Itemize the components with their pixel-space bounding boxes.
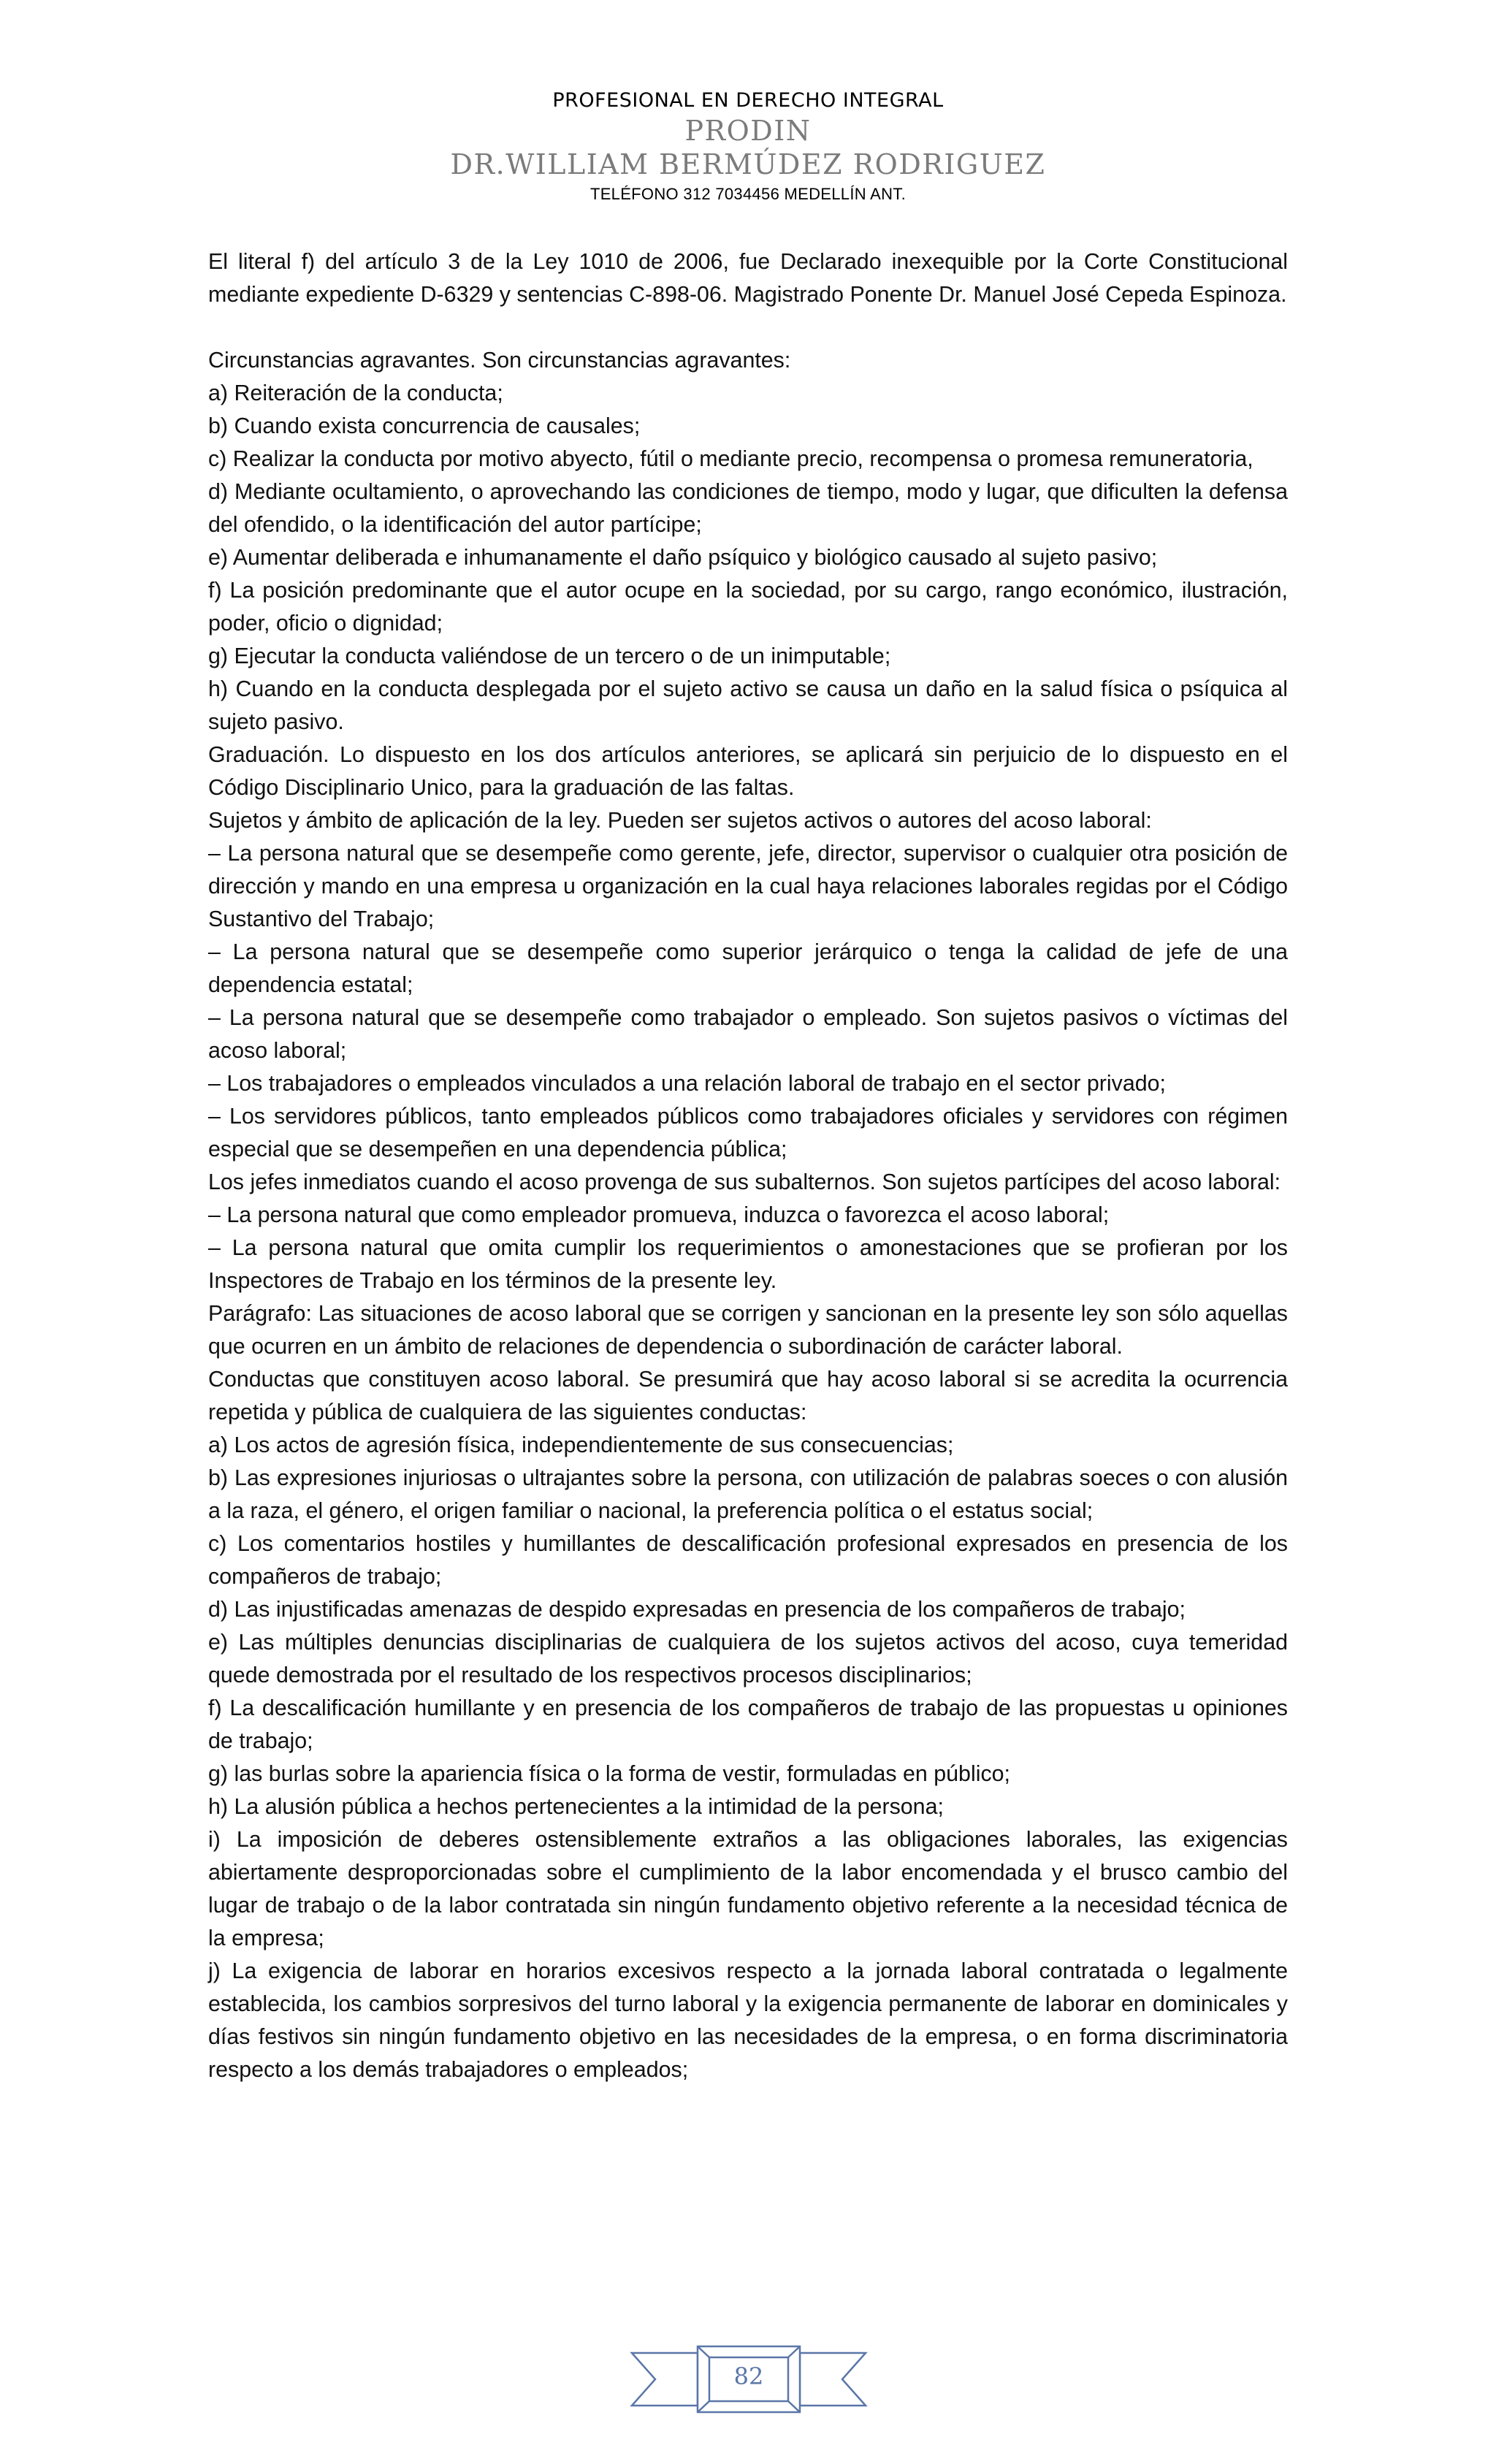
body-paragraph: Circunstancias agravantes. Son circunstancias agravantes: [208, 348, 791, 373]
body-paragraph: – La persona natural que como empleador promueva, induzca o favorezca el acoso laboral; [208, 1202, 1110, 1227]
body-paragraph: g) Ejecutar la conducta valiéndose de un tercero o de un inimputable; [208, 644, 891, 668]
body-paragraph: a) Los actos de agresión física, independientemente de sus consecuencias; [208, 1433, 954, 1457]
paragraph-spacer [208, 311, 1288, 344]
body-paragraph: h) La alusión pública a hechos pertenecientes a la intimidad de la persona; [208, 1794, 944, 1819]
letterhead-phone: TELÉFONO 312 7034456 MEDELLÍN ANT. [589, 185, 907, 203]
body-paragraph: d) Mediante ocultamiento, o aprovechando las condiciones de tiempo, modo y lugar, que dificulten la defensa del ofendido, o la identificación del autor partícipe; [208, 479, 1288, 537]
paragraph-list [208, 344, 1288, 2086]
body-paragraph: d) Las injustificadas amenazas de despido expresadas en presencia de los compañeros de trabajo; [208, 1597, 1186, 1622]
body-paragraph: Graduación. Lo dispuesto en los dos artículos anteriores, se aplicará sin perjuicio de lo dispuesto en el Código Disciplinario Unico, para la graduación de las faltas. [208, 742, 1288, 800]
body-paragraph: – La persona natural que se desempeñe como gerente, jefe, director, supervisor o cualquier otra posición de dirección y mando en una empresa u organización en la cual haya relaciones laborales regidas por el Código Sustantivo del Trabajo; [208, 841, 1288, 931]
page-number: 82 [733, 2362, 764, 2390]
body-paragraph: b) Cuando exista concurrencia de causales; [208, 413, 641, 438]
letterhead-profession: PROFESIONAL EN DERECHO INTEGRAL [552, 89, 944, 112]
body-paragraph: e) Las múltiples denuncias disciplinarias de cualquiera de los sujetos activos del acoso, cuya temeridad quede demostrada por el resultado de los respectivos procesos disciplinarios; [208, 1630, 1288, 1687]
body-paragraph: a) Reiteración de la conducta; [208, 381, 503, 405]
body-paragraph: Sujetos y ámbito de aplicación de la ley. Pueden ser sujetos activos o autores del acoso laboral: [208, 808, 1152, 833]
body-paragraph: g) las burlas sobre la apariencia física o la forma de vestir, formuladas en público; [208, 1761, 1010, 1786]
body-paragraph: f) La descalificación humillante y en presencia de los compañeros de trabajo de las propuestas u opiniones de trabajo; [208, 1696, 1288, 1753]
body-paragraph: b) Las expresiones injuriosas o ultrajantes sobre la persona, con utilización de palabras soeces o con alusión a la raza, el género, el origen familiar o nacional, la preferencia política o el estatus social; [208, 1465, 1288, 1523]
letterhead [0, 86, 1496, 207]
document-body [208, 245, 1288, 2086]
body-paragraph: – La persona natural que se desempeñe como superior jerárquico o tenga la calidad de jefe de una dependencia estatal; [208, 939, 1288, 997]
letterhead-brand: PRODIN [684, 115, 812, 147]
page-number-ribbon [625, 2343, 873, 2416]
body-paragraph: – Los trabajadores o empleados vinculados a una relación laboral de trabajo en el sector privado; [208, 1071, 1166, 1096]
body-paragraph: c) Realizar la conducta por motivo abyecto, fútil o mediante precio, recompensa o promesa remuneratoria, [208, 446, 1253, 471]
body-paragraph: e) Aumentar deliberada e inhumanamente el daño psíquico y biológico causado al sujeto pasivo; [208, 545, 1158, 570]
body-paragraph: i) La imposición de deberes ostensiblemente extraños a las obligaciones laborales, las exigencias abiertamente desproporcionadas sobre el cumplimiento de la labor encomendada y el brusco cambio del lugar de trabajo o de la labor contratada sin ningún fundamento objetivo referente a la necesidad técnica de la empresa; [208, 1827, 1288, 1950]
body-paragraph: h) Cuando en la conducta desplegada por el sujeto activo se causa un daño en la salud física o psíquica al sujeto pasivo. [208, 676, 1288, 734]
body-paragraph: f) La posición predominante que el autor ocupe en la sociedad, por su cargo, rango económico, ilustración, poder, oficio o dignidad; [208, 578, 1288, 636]
body-paragraph: – Los servidores públicos, tanto empleados públicos como trabajadores oficiales y servidores con régimen especial que se desempeñen en una dependencia pública; [208, 1104, 1288, 1162]
body-paragraph: Conductas que constituyen acoso laboral. Se presumirá que hay acoso laboral si se acredita la ocurrencia repetida y pública de cualquiera de las siguientes conductas: [208, 1367, 1288, 1424]
body-paragraph: – La persona natural que se desempeñe como trabajador o empleado. Son sujetos pasivos o víctimas del acoso laboral; [208, 1005, 1288, 1063]
body-paragraph: – La persona natural que omita cumplir los requerimientos o amonestaciones que se profieran por los Inspectores de Trabajo en los términos de la presente ley. [208, 1235, 1288, 1293]
body-paragraph: Parágrafo: Las situaciones de acoso laboral que se corrigen y sancionan en la presente ley son sólo aquellas que ocurren en un ámbito de relaciones de dependencia o subordinación de carácter laboral. [208, 1301, 1288, 1359]
body-paragraph: Los jefes inmediatos cuando el acoso provenga de sus subalternos. Son sujetos partícipes del acoso laboral: [208, 1170, 1281, 1194]
body-paragraph: c) Los comentarios hostiles y humillantes de descalificación profesional expresados en presencia de los compañeros de trabajo; [208, 1531, 1288, 1589]
letterhead-lawyer-name: DR.WILLIAM BERMÚDEZ RODRIGUEZ [450, 148, 1046, 180]
body-paragraph: j) La exigencia de laborar en horarios excesivos respecto a la jornada laboral contratada o legalmente establecida, los cambios sorpresivos del turno laboral y la exigencia permanente de laborar en dominicales y días festivos sin ningún fundamento objetivo en las necesidades de la empresa, o en forma discriminatoria respecto a los demás trabajadores o empleados; [208, 1958, 1288, 2082]
intro-paragraph: El literal f) del artículo 3 de la Ley 1010 de 2006, fue Declarado inexequible por la Corte Constitucional mediante expediente D-6329 y sentencias C-898-06. Magistrado Ponente Dr. Manuel José Cepeda Espinoza. [208, 249, 1288, 307]
